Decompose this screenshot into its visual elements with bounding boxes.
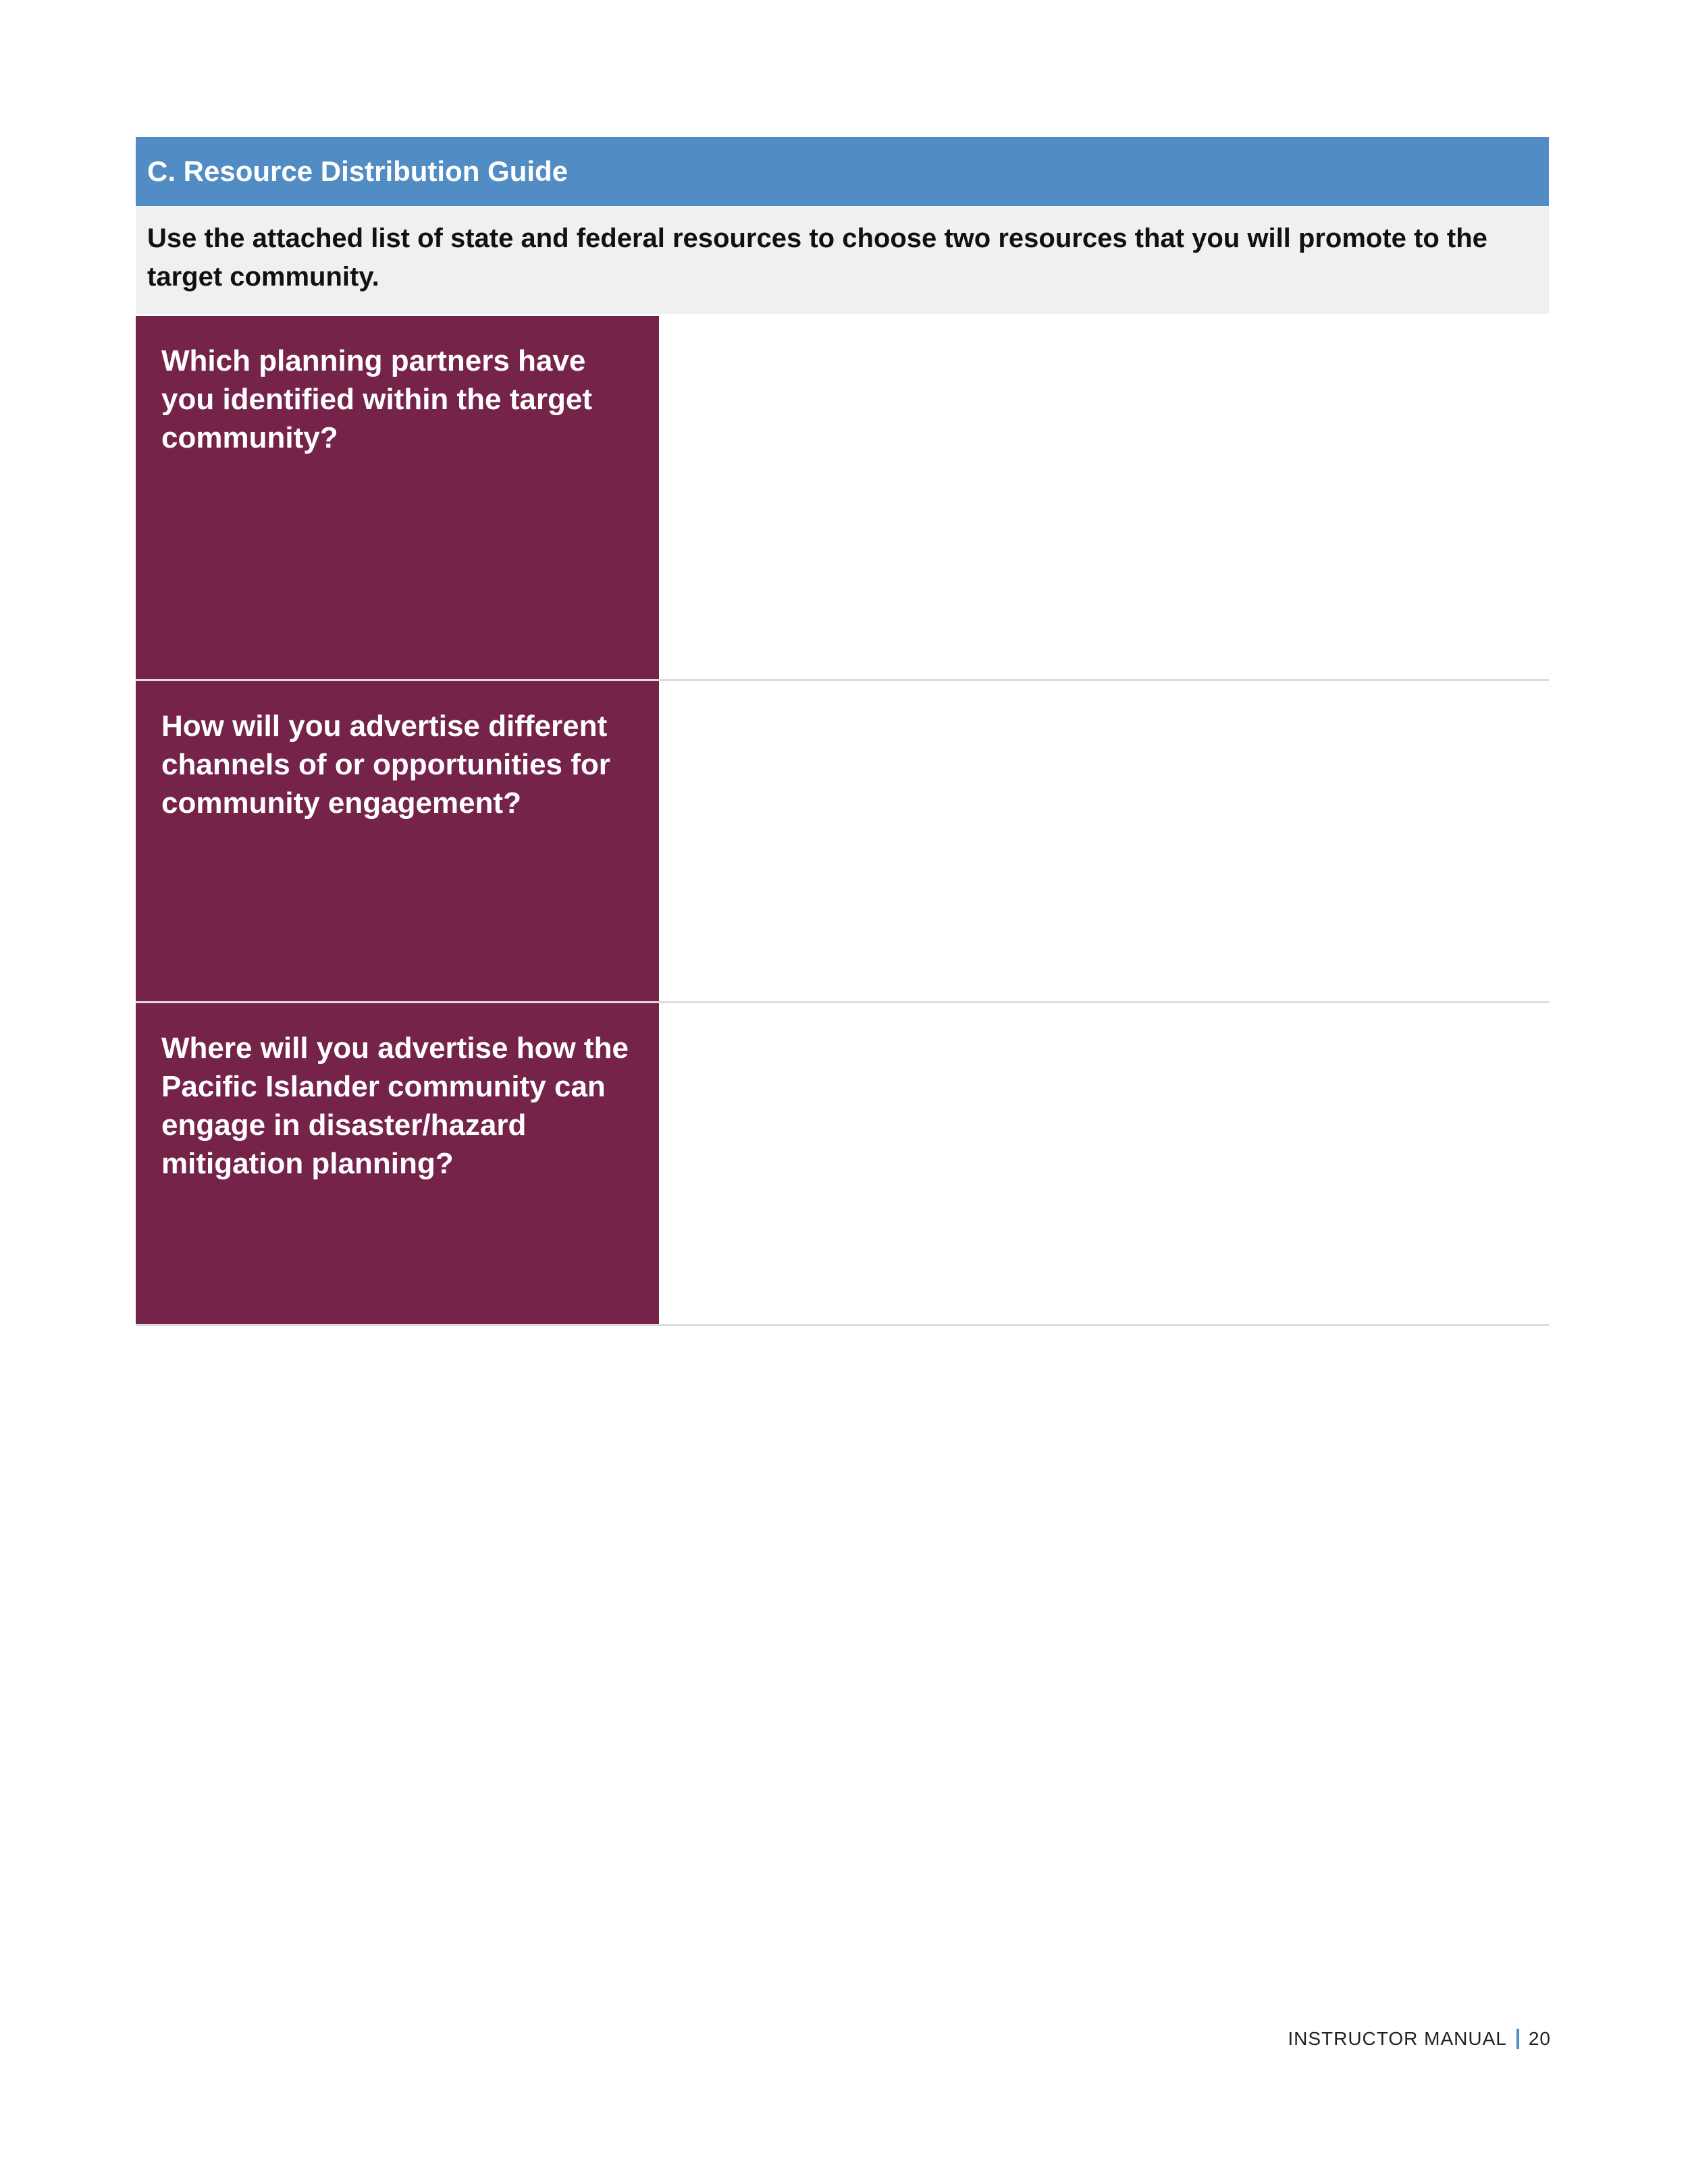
- section-instruction: Use the attached list of state and federal resources to choose two resources that you will promote to the target community.: [136, 206, 1549, 314]
- question-cell: Which planning partners have you identified within the target community?: [136, 316, 659, 679]
- question-cell: How will you advertise different channels of or opportunities for community engagement?: [136, 681, 659, 1001]
- page-number: 20: [1528, 2028, 1551, 2049]
- question-cell: Where will you advertise how the Pacific Islander community can engage in disaster/hazard mitigation planning?: [136, 1003, 659, 1324]
- table-row: [136, 681, 1549, 1003]
- section-title: C. Resource Distribution Guide: [136, 137, 1549, 206]
- table-row: [136, 1003, 1549, 1326]
- resource-distribution-worksheet: [136, 137, 1549, 1326]
- answer-field[interactable]: [659, 681, 1549, 1001]
- footer-divider: [1516, 2029, 1519, 2049]
- page-footer: [1288, 2028, 1551, 2050]
- footer-label: INSTRUCTOR MANUAL: [1288, 2028, 1507, 2049]
- table-row: [136, 316, 1549, 681]
- answer-field[interactable]: [659, 1003, 1549, 1324]
- answer-field[interactable]: [659, 316, 1549, 679]
